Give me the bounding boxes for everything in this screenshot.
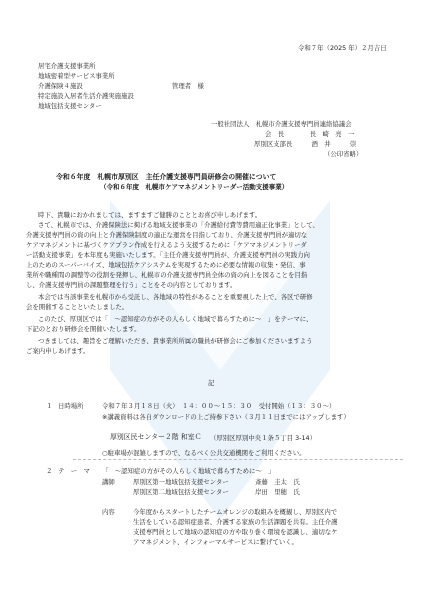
theme-text: 「 ～認知症の方がその人らしく地域で暮らすために～ 」 bbox=[102, 467, 275, 475]
body-line: ー活動支援事業」を本年度も実施いたします。「主任介護支援専門員が、介護支援専門員の実践力向 bbox=[26, 251, 310, 259]
venue-address: （厚別区厚別中央１条５丁目 3-14） bbox=[210, 434, 317, 442]
content-line: 今年度からスタートしたチームオレンジの取組みを概観し、厚別区内で bbox=[133, 508, 338, 516]
content-label: 内容 bbox=[102, 508, 115, 516]
body-line: 会を開催することといたしました。 bbox=[26, 303, 129, 311]
section-number: １ bbox=[46, 402, 53, 410]
body-line: ケアマネジメントに基づくケアプラン作成を行えるよう支援するために「ケアマネジメントリーダ bbox=[26, 241, 307, 249]
recipient-line: 地域密着型サービス事業所 bbox=[38, 72, 115, 80]
body-line: 介護支援専門員の資の向上と介護保険制度の適正な運営を目指しており、介護支援専門員が適切な bbox=[26, 231, 308, 239]
sender-org: 一般社団法人 札幌市介護支援専門員連絡協議会 bbox=[211, 120, 352, 128]
sender-seal-note: （公印省略） bbox=[324, 150, 363, 158]
lecturer-org: 厚別区第二地域包括支援センター bbox=[133, 488, 229, 496]
lecturer-name: 岸田 里穂 氏 bbox=[255, 488, 300, 496]
section-label: 日時場所 bbox=[58, 402, 84, 410]
document-title: 令和６年度 札幌市厚別区 主任介護支援専門員研修会の開催について bbox=[56, 173, 277, 181]
body-line: 上のためのスーパーバイズ、地域包括ケアシステムを実現するために必要な情報の収集・発信、事 bbox=[26, 261, 306, 269]
body-line: 業所や職種間の調整等の役割を発揮し、札幌市の介護支援専門員全体の資の向上を図ることを目指 bbox=[26, 271, 308, 279]
ki-heading: 記 bbox=[208, 379, 215, 387]
recipient-line: 介護保険４施設 bbox=[38, 82, 83, 90]
body-line: し、介護支援専門員の課題整理を行う」ことをその内容としております。 bbox=[26, 281, 237, 289]
body-line: 時下、貴職におかれましては、ますますご健勝のこととお喜び申しあげます。 bbox=[38, 211, 262, 219]
recipient-attn: 管理者 様 bbox=[172, 82, 204, 90]
lecturer-label: 講師 bbox=[102, 478, 115, 486]
materials-note: ※講義資料は各自ダウンロードの上ご持参下さい（３月１１日までにはアップします） bbox=[102, 413, 350, 421]
section-divider bbox=[73, 459, 403, 460]
section-label: テ ー マ bbox=[58, 467, 90, 475]
sender-branch-head: 厚別区支部長 酒 井 崇 bbox=[254, 140, 357, 148]
body-line: ご案内申しあげます。 bbox=[26, 347, 90, 355]
venue-name: 厚別区民センター２階 和室Ｃ bbox=[110, 433, 202, 441]
lecturer-name: 斎藤 圭太 氏 bbox=[255, 478, 300, 486]
body-line: このたび、厚別区では「 ～認知症の方がその人らしく地域で暮らすために～ 」をテーマに、 bbox=[38, 315, 313, 323]
content-line: アマネジメント、インフォーマルサービスに繋げていく。 bbox=[133, 538, 298, 546]
body-line: つきましては、趣旨をご理解いただき、貴事業所所属の職員が研修会にご参加くださいますよう bbox=[38, 337, 313, 345]
content-line: 支援専門員として地域の認知症の方や取り巻く環境を認識し、適切なケ bbox=[133, 528, 338, 536]
lecturer-org: 厚別区第一地域包括支援センター bbox=[133, 478, 229, 486]
recipient-line: 居宅介護支援事業所 bbox=[38, 62, 96, 70]
sender-president: 会 長 長 崎 亮 一 bbox=[265, 130, 355, 138]
body-line: 下記のとおり研修会を開催いたします。 bbox=[26, 325, 141, 333]
event-datetime: 令和７年３月１８日（火） １４：００～１５：３０ 受付開始（１３：３０～） bbox=[102, 402, 336, 410]
content-line: 生活をしている認知症患者、介護する家族の生活課題を共有。主任介護 bbox=[133, 518, 338, 526]
recipient-line: 地域包括支援センター bbox=[38, 102, 102, 110]
parking-note: ○駐車場が混雑しますので、なるべく公共交通機関をご利用ください。 bbox=[102, 449, 306, 457]
body-line: さて、札幌市では、介護保険法に掲げる地域支援事業の「介護給付費等費用適正化事業」として、 bbox=[38, 221, 319, 229]
body-line: 本会では当該事業を札幌市から受託し、各地域の特性があることを重要視した上で、各区で研修 bbox=[38, 293, 313, 301]
recipient-line: 特定施設入居者生活介護実施施設 bbox=[38, 92, 134, 100]
document-date: 令和７年（2025 年）２月吉日 bbox=[298, 44, 387, 52]
document-subtitle: （令和６年度 札幌市ケアマネジメントリーダー活動支援事業） bbox=[100, 183, 289, 191]
section-number: ２ bbox=[46, 467, 53, 475]
